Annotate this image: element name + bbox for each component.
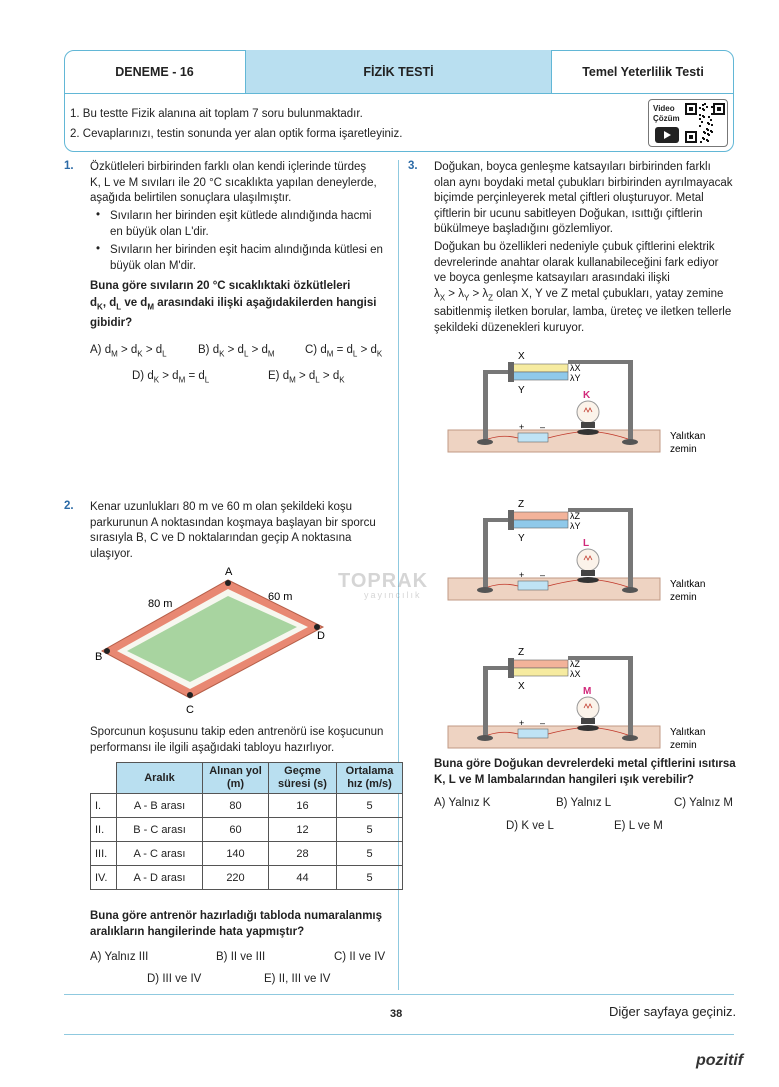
lambda-top-label: λX	[570, 363, 581, 373]
q3-option-d[interactable]: D) K ve L	[506, 820, 554, 832]
label-a: A	[225, 566, 233, 578]
insulator-label: zemin	[670, 592, 697, 603]
q2-question	[90, 908, 390, 940]
circuit-figure	[448, 351, 705, 455]
q3-option-e[interactable]: E) L ve M	[614, 820, 663, 832]
insulator-label: Yalıtkan	[670, 431, 706, 442]
clamp	[508, 658, 514, 678]
q3-line: olan aynı boydaki metal çubukları birbirinden ayrılmayacak	[434, 176, 733, 189]
table-row	[91, 842, 403, 866]
watermark-sub: yayıncılık	[364, 590, 422, 600]
q3-number: 3.	[408, 160, 418, 172]
q2-after-line: Sporcunun koşusunu takip eden antrenörü ise koşucunun	[90, 726, 384, 738]
watermark-brand: TOPRAK	[338, 570, 429, 592]
row-number: IV.	[91, 866, 117, 890]
metal-strip-top	[512, 512, 568, 520]
battery	[518, 433, 548, 442]
q3-line: sabitlenmiş iletken borular, lamba, üreteç ve iletken tellerle	[434, 306, 732, 319]
col-speed: Ortalama hız (m/s)	[337, 763, 403, 794]
right-stand	[628, 658, 633, 738]
lambda-bottom-label: λY	[570, 373, 581, 383]
circuit-figures	[418, 340, 738, 760]
stand-foot	[477, 735, 493, 741]
table-row	[91, 866, 403, 890]
point-c-marker	[187, 692, 193, 698]
label-c: C	[186, 704, 194, 715]
q2-option-e[interactable]: E) II, III ve IV	[264, 973, 331, 985]
q1-option-c[interactable]: C) $d_M = d_L > d_K$	[305, 344, 383, 359]
battery	[518, 581, 548, 590]
running-track-figure	[95, 565, 335, 715]
lamp-base	[577, 429, 599, 435]
table-header-row	[91, 763, 403, 794]
battery-plus: +	[519, 718, 525, 728]
qr-code-icon[interactable]	[685, 103, 725, 143]
metal-strip-top	[512, 364, 568, 372]
play-icon[interactable]	[655, 127, 679, 143]
q1-intro-line: Özkütleleri birbirinden farklı olan kendi içlerinde türdeş	[90, 161, 367, 173]
label-80m: 80 m	[148, 598, 173, 610]
strip-bottom-label: Y	[518, 385, 525, 396]
option-letter: B)	[198, 344, 210, 356]
strip-top-label: Z	[518, 499, 525, 510]
option-letter: E)	[268, 370, 280, 382]
q1-option-b[interactable]: B) $d_K > d_L > d_M$	[198, 344, 275, 359]
next-page-note: Diğer sayfaya geçiniz.	[609, 1004, 737, 1019]
subject-title: FİZİK TESTİ	[246, 50, 552, 93]
q1-intro-line: aşağıda belirtilen sonuçlara ulaşılmıştır.	[90, 192, 292, 204]
lamp-label: K	[583, 390, 591, 401]
cell: 44	[269, 866, 337, 890]
battery-plus: +	[519, 570, 525, 580]
battery	[518, 729, 548, 738]
performance-table	[90, 762, 403, 890]
q2-option-a[interactable]: A) Yalnız III	[90, 951, 149, 963]
video-label: Video	[653, 104, 675, 113]
bullet-line: Sıvıların her birinden eşit hacim alındığında kütlesi en	[110, 244, 383, 256]
left-stand	[483, 370, 488, 442]
q3-ask-line: Buna göre Doğukan devrelerdeki metal çiftlerini ısıtırsa	[434, 758, 736, 770]
lambda-top-label: λZ	[570, 511, 580, 521]
q3-question	[434, 756, 739, 788]
row-number: III.	[91, 842, 117, 866]
q1-bullet-1	[110, 209, 400, 240]
note-2: 2. Cevaplarınızı, testin sonunda yer alan optik forma işaretleyiniz.	[70, 128, 403, 140]
cell: 5	[337, 818, 403, 842]
q1-ask-line: Buna göre sıvıların 20 °C sıcaklıktaki özkütleleri	[90, 280, 351, 292]
battery-minus: –	[540, 570, 546, 580]
stand-foot	[622, 735, 638, 741]
q3-line: biçimde perçinleyerek metal çiftleri oluşturuyor. Metal	[434, 192, 704, 204]
q3-line: devrelerinde anahtar olarak kullanabileceğini fark ediyor	[434, 256, 719, 269]
table-corner	[91, 763, 117, 794]
q1-option-a[interactable]: A) $d_M > d_K > d_L$	[90, 344, 167, 359]
insulator-label: zemin	[670, 740, 697, 751]
q2-ask-line: Buna göre antrenör hazırladığı tabloda numaralanmış	[90, 910, 383, 922]
option-letter: D)	[132, 370, 145, 382]
solution-label: Çözüm	[653, 114, 680, 123]
right-stand	[628, 362, 633, 442]
q1-intro-line: K, L ve M sıvıları ile 20 °C sıcaklıkta yapılan deneylerde,	[90, 176, 377, 189]
q2-ask-line: aralıkların hangilerinde hata yapmıştır?	[90, 926, 305, 938]
q3-option-b[interactable]: B) Yalnız L	[556, 797, 612, 809]
q1-bullet-2	[110, 243, 400, 274]
q2-intro-line: sırasıyla B, C ve D noktalarından geçip A noktasına	[90, 532, 352, 544]
lambda-bottom-label: λY	[570, 521, 581, 531]
strip-top-label: Z	[518, 647, 525, 658]
left-stand	[483, 666, 488, 738]
option-letter: C)	[305, 344, 318, 356]
cell: 5	[337, 866, 403, 890]
q3-paragraph-2	[434, 240, 739, 336]
q1-intro	[90, 160, 390, 207]
col-distance: Alınan yol (m)	[203, 763, 269, 794]
lamp-base	[577, 577, 599, 583]
lamp-base	[577, 725, 599, 731]
footer-line-bottom	[64, 1034, 734, 1035]
insulator-label: Yalıtkan	[670, 579, 706, 590]
publisher-logo: pozitif	[696, 1052, 744, 1069]
table-row	[91, 818, 403, 842]
option-letter: A)	[90, 344, 102, 356]
bullet-line: Sıvıların her birinden eşit kütlede alındığında hacmi	[110, 210, 372, 222]
label-b: B	[95, 651, 103, 663]
q2-after-line: performansı ile ilgili aşağıdaki tabloyu hazırlıyor.	[90, 741, 335, 754]
bullet-line: büyük olan M'dir.	[110, 259, 196, 272]
cell: 5	[337, 842, 403, 866]
q1-option-d[interactable]: D) $d_K > d_M = d_L$	[132, 370, 210, 385]
insulator-label: Yalıtkan	[670, 727, 706, 738]
col-interval: Aralık	[117, 763, 203, 794]
q2-option-d[interactable]: D) III ve IV	[147, 973, 202, 985]
q3-line: Doğukan bu özellikleri nedeniyle çubuk çiftlerini elektrik	[434, 241, 715, 253]
q1-ask-text: arasındaki ilişki aşağıdakilerden hangisi	[157, 297, 377, 309]
strip-bottom-label: X	[518, 681, 525, 692]
right-stand	[628, 510, 633, 590]
stand-foot	[622, 439, 638, 445]
cell: A - B arası	[117, 794, 203, 818]
q1-number: 1.	[64, 160, 74, 172]
label-d: D	[317, 630, 325, 642]
q2-number: 2.	[64, 500, 74, 512]
q1-ask-line: gibidir?	[90, 317, 133, 330]
circuit-figure	[448, 647, 705, 751]
cell: 16	[269, 794, 337, 818]
q3-option-a[interactable]: A) Yalnız K	[434, 797, 491, 809]
battery-minus: –	[540, 718, 546, 728]
q2-intro-line: ulaşıyor.	[90, 547, 133, 560]
cell: 220	[203, 866, 269, 890]
q2-intro-line: parkurunun A noktasından koşmaya başlayan bir sporcu	[90, 516, 376, 529]
metal-strip-top	[512, 660, 568, 668]
bullet-1: •	[96, 209, 101, 221]
cell: 28	[269, 842, 337, 866]
metal-strip-bottom	[512, 372, 568, 380]
cell: A - D arası	[117, 866, 203, 890]
q3-relation-line: $\lambda_X > \lambda_Y > \lambda_Z$ olan X, Y ve Z metal çubukları, yatay zemine	[434, 287, 724, 302]
exam-title: DENEME - 16	[64, 50, 246, 93]
insulator-label: zemin	[670, 444, 697, 455]
lamp-socket	[581, 570, 595, 576]
battery-plus: +	[519, 422, 525, 432]
page-number: 38	[390, 1008, 403, 1020]
cell: 60	[203, 818, 269, 842]
q2-intro-line: Kenar uzunlukları 80 m ve 60 m olan şekildeki koşu	[90, 501, 353, 513]
q3-line-tail: olan X, Y ve Z metal çubukları, yatay zemine	[496, 287, 724, 300]
cell: 140	[203, 842, 269, 866]
label-60m: 60 m	[268, 591, 293, 603]
stand-foot	[622, 587, 638, 593]
stand-foot	[477, 587, 493, 593]
metal-strip-bottom	[512, 668, 568, 676]
q1-option-e[interactable]: E) $d_M > d_L > d_K$	[268, 370, 345, 385]
row-number: II.	[91, 818, 117, 842]
q2-option-b[interactable]: B) II ve III	[216, 951, 266, 963]
bullet-line: en büyük olan L'dir.	[110, 225, 209, 238]
q3-line: ve boyca genleşme katsayıları arasındaki ilişki	[434, 272, 670, 284]
stand-foot	[477, 439, 493, 445]
q2-after	[90, 725, 390, 756]
q3-line: Doğukan, boyca genleşme katsayıları birbirinden farklı	[434, 161, 711, 173]
lambda-bottom-label: λX	[570, 669, 581, 679]
cell: 12	[269, 818, 337, 842]
metal-strip-bottom	[512, 520, 568, 528]
clamp	[508, 362, 514, 382]
bullet-2: •	[96, 243, 101, 255]
lamp-label: M	[583, 686, 592, 697]
point-b-marker	[104, 648, 110, 654]
q3-line: şekildeki düzenekleri kuruyor.	[434, 321, 585, 334]
col-duration: Geçme süresi (s)	[269, 763, 337, 794]
q3-line: bükülmeye başladığını gözlemliyor.	[434, 223, 613, 235]
test-type: Temel Yeterlilik Testi	[582, 64, 704, 79]
battery-minus: –	[540, 422, 546, 432]
q1-question	[90, 278, 390, 332]
clamp	[508, 510, 514, 530]
q1-ask-line-2: $d_K$, $d_L$ ve $d_M$ arasındaki ilişki aşağıdakilerden hangisi	[90, 297, 377, 312]
q3-paragraph-1	[434, 160, 734, 238]
strip-bottom-label: Y	[518, 533, 525, 544]
point-a-marker	[225, 580, 231, 586]
cell: 80	[203, 794, 269, 818]
q3-line: çiftlerin bir ucunu sabitleyen Doğukan, ısıttığı çiftlerin	[434, 207, 703, 220]
q2-option-c[interactable]: C) II ve IV	[334, 951, 386, 963]
video-solution-box[interactable]	[648, 99, 728, 147]
left-stand	[483, 518, 488, 590]
footer-line-top	[64, 994, 734, 995]
cell: 5	[337, 794, 403, 818]
cell: B - C arası	[117, 818, 203, 842]
row-number: I.	[91, 794, 117, 818]
strip-top-label: X	[518, 351, 525, 362]
q3-option-c[interactable]: C) Yalnız M	[674, 797, 734, 809]
lamp-socket	[581, 422, 595, 428]
q2-intro	[90, 500, 390, 562]
lamp-label: L	[583, 538, 590, 549]
note-1: 1. Bu testte Fizik alanına ait toplam 7 soru bulunmaktadır.	[70, 108, 363, 120]
table-row	[91, 794, 403, 818]
lambda-top-label: λZ	[570, 659, 580, 669]
lamp-socket	[581, 718, 595, 724]
header-row	[64, 50, 734, 94]
circuit-figure	[448, 499, 705, 603]
q3-ask-line: K, L ve M lambalarından hangileri ışık verebilir?	[434, 774, 694, 786]
cell: A - C arası	[117, 842, 203, 866]
